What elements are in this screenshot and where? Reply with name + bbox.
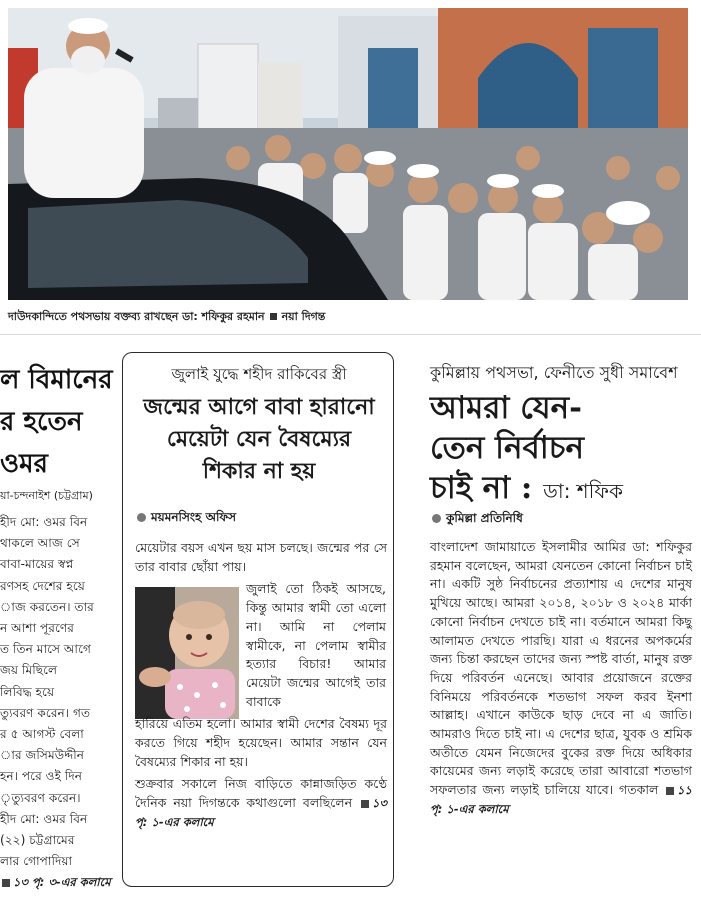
middle-paragraph: জুলাই তো ঠিকই আসছে, কিন্তু আমার স্বামী তো এলো না। আমি না পেলাম স্বামীকে, না পেলাম স্বামীর হত্যার বিচার! আমার মেয়েটা জন্মের আগেই তার বাবাকে bbox=[246, 581, 386, 709]
left-body-line: রণসহ দেশের হয়ে bbox=[0, 578, 85, 593]
continuation-square-icon bbox=[2, 879, 10, 887]
middle-paragraph bbox=[135, 775, 387, 831]
continuation-square-icon bbox=[666, 787, 674, 795]
middle-kicker: জুলাই যুদ্ধে শহীদ রাকিবের স্ত্রী bbox=[171, 365, 347, 383]
right-kicker: কুমিল্লায় পথসভা, ফেনীতে সুধী সমাবেশ bbox=[430, 363, 678, 382]
separator-square-icon bbox=[270, 313, 277, 320]
right-headline-line: আমরা যেন- bbox=[430, 390, 583, 426]
left-location: য়া-চন্দনাইশ (চট্টগ্রাম) bbox=[0, 489, 93, 502]
middle-paragraph: মেয়েটার বয়স এখন ছয় মাস চলছে। জন্মের পর সে তার বাবার ছোঁয়া পায়। bbox=[135, 540, 387, 574]
right-byline bbox=[432, 510, 523, 530]
left-body bbox=[0, 512, 118, 892]
left-body-line: জয় মিছিলে bbox=[0, 663, 58, 678]
left-body-line: হন। পরে ওই দিন bbox=[0, 769, 83, 784]
right-headline-main: চাই না : bbox=[430, 470, 533, 506]
right-headline bbox=[430, 388, 694, 511]
caption-text: দাউদকান্দিতে পথসভায় বক্তব্য রাখছেন ডা: শফিকুর রহমান bbox=[8, 310, 265, 323]
left-body-line: াজ করতেন। তার bbox=[0, 599, 94, 614]
right-article bbox=[426, 352, 694, 892]
left-body-line: লিবিদ্ধ হয়ে bbox=[0, 684, 55, 699]
right-body-text: বাংলাদেশ জামায়াতে ইসলামীর আমির ডা: শফিকুর রহমান বলেছেন, আমরা যেনতেন কোনো নির্বাচন চাই না। একটি সুষ্ঠ নির্বাচনের প্রত্যাশায় এ দেশের মানুষ মুখিয়ে আছে। আমরা ২০১৪, ২০১৮ ও ২০২৪ মার্কা কোনো নির্বাচন দেখতে চাই না। বর্তমানে আমরা কিছু আলামত দেখতে পারছি। যারা এ ধরনের অপকর্মের জন্য চিন্তা করছেন তাদের জন্য স্পষ্ট বার্তা, মানুষ রক্ত দিয়ে পরিবর্তন এনেছে। আবার প্রয়োজনে রক্তের বিনিময়ে পরিবর্তনকে শতভাগ সফল করব ইনশা আল্লাহ। এখানে কাউকে ছাড় দেবে না এ জাতি। আমরাও দিতে চাই না। এ দেশের ছাত্র, যুবক ও শ্রমিক অতীতে যেমন নিজেদের বুকের রক্ত দিয়ে অধিকার কায়েমের জন্য লড়াই করেছে তারা আবারো শতভাগ সফলতার জন্য লড়াই চালিয়ে যাবে। গতকাল bbox=[430, 539, 692, 798]
left-article bbox=[0, 352, 120, 892]
right-headline-line bbox=[430, 468, 694, 511]
left-body-line: র ৫ আগস্ট বেলা bbox=[0, 727, 84, 742]
right-body bbox=[430, 538, 692, 819]
left-body-line: ন আশা পূরণের bbox=[0, 621, 74, 636]
middle-article-box bbox=[122, 352, 394, 887]
left-body-line: লার গোপাদিয়া bbox=[0, 854, 73, 869]
right-paragraph bbox=[430, 538, 692, 819]
left-body-line: হীদ মো: ওমর বিন bbox=[0, 515, 88, 529]
middle-headline bbox=[131, 391, 387, 487]
right-continuation: ১১ পৃ: ১-এর কলামে bbox=[430, 783, 692, 816]
divider bbox=[0, 334, 701, 335]
left-body-line: (২২) চট্টগ্রামের bbox=[0, 833, 75, 848]
left-body-line: হীদ মো: ওমর বিন bbox=[0, 811, 88, 826]
bullet-icon bbox=[137, 513, 146, 522]
rally-photo-illustration bbox=[8, 8, 688, 300]
middle-byline bbox=[137, 509, 236, 529]
left-body-line: ৃত্যুবরণ করেন। bbox=[0, 790, 81, 805]
middle-continuation: ১৩ পৃ: ১-এর কলামে bbox=[135, 796, 387, 829]
middle-last-text: শুক্রবার সকালে নিজ বাড়িতে কান্নাজড়িত কণ্ঠে দৈনিক নয়া দিগন্তকে কথাগুলো বলছিলেন bbox=[135, 776, 387, 811]
middle-headline-line: মেয়েটা যেন বৈষম্যের bbox=[166, 426, 352, 452]
left-headline-line: ওমর bbox=[0, 449, 48, 479]
right-byline-text: কুমিল্লা প্রতিনিধি bbox=[446, 511, 523, 525]
left-body-line: ত্যুবরণ করেন। গত bbox=[0, 705, 91, 720]
bullet-icon bbox=[432, 514, 441, 523]
news-photo bbox=[8, 8, 688, 300]
middle-headline-line: জন্মের আগে বাবা হারানো bbox=[143, 394, 375, 420]
left-body-line: বাবা-মায়ের স্বপ্ন bbox=[0, 557, 74, 572]
caption-credit: নয়া দিগন্ত bbox=[281, 310, 326, 323]
right-headline-speaker: ডা: শফিক bbox=[543, 479, 623, 503]
right-headline-line: তেন নির্বাচন bbox=[430, 430, 584, 466]
left-body-line: থাকলে আজ সে bbox=[0, 536, 80, 551]
left-headline-line: র হতেন bbox=[0, 407, 83, 437]
left-body-line: ার জসিমউদ্দীন bbox=[0, 748, 85, 763]
middle-headline-line: শিকার না হয় bbox=[202, 458, 316, 484]
photo-caption bbox=[8, 308, 688, 327]
left-headline-line: ল বিমানের bbox=[0, 365, 113, 395]
middle-body bbox=[135, 539, 387, 836]
continuation-square-icon bbox=[361, 800, 369, 808]
left-continuation-text: ১৩ পৃ: ৩-এর কলামে bbox=[13, 875, 111, 890]
left-continuation bbox=[0, 872, 118, 892]
left-body-line: ত তিন মাসে আগে bbox=[0, 642, 92, 657]
middle-byline-text: ময়মনসিংহ অফিস bbox=[151, 510, 237, 524]
middle-paragraph: হারিয়ে এতিম হলো। আমার স্বামী দেশের বৈষম্য দূর করতে গিয়ে শহীদ হয়েছেন। আমার সন্তান যেন বৈষম্যের শিকার না হয়। bbox=[135, 716, 387, 769]
